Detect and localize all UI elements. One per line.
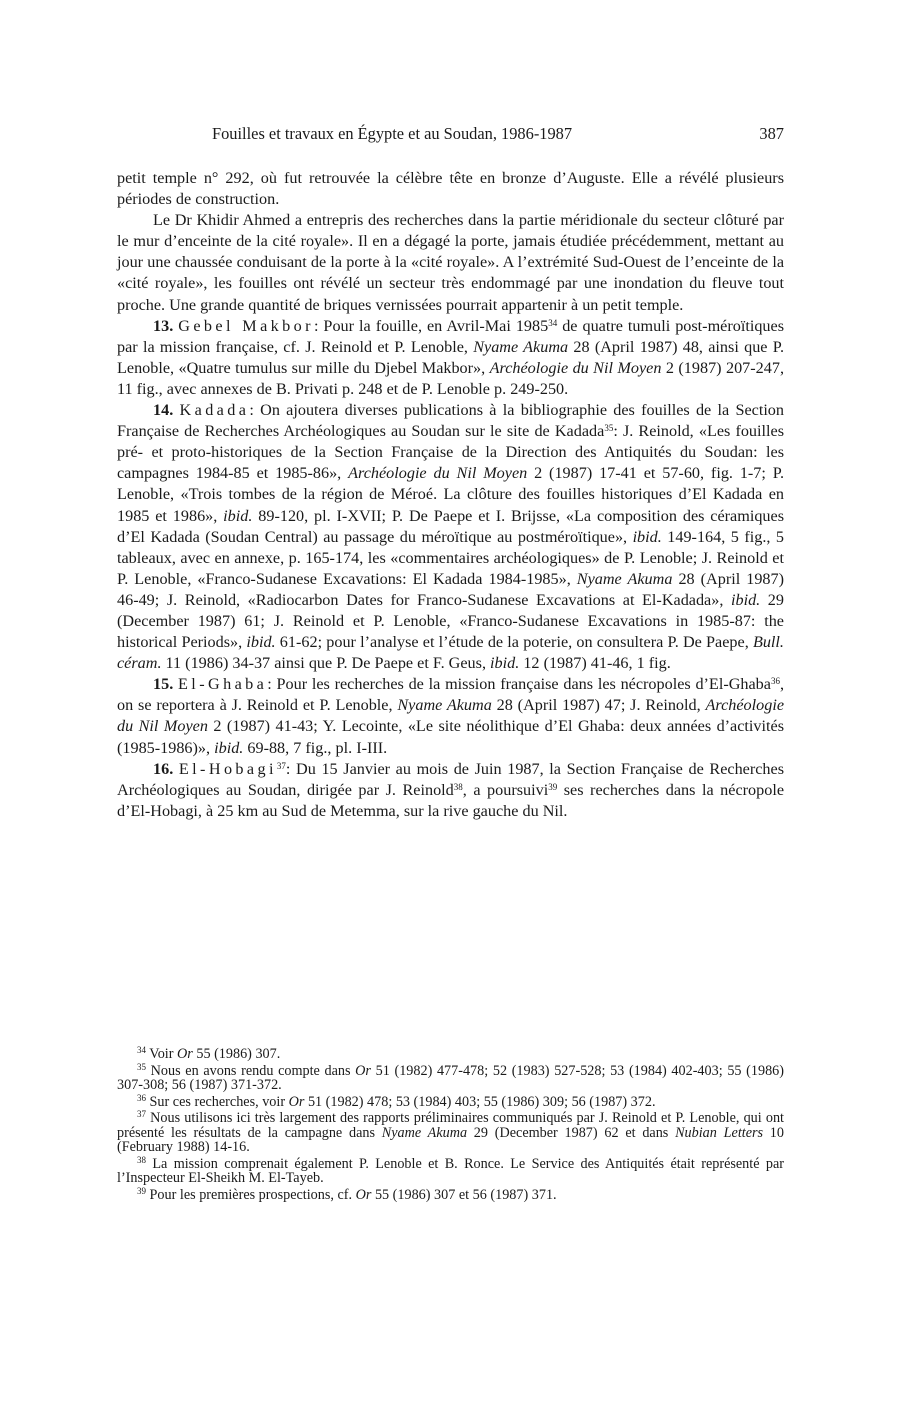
text-run: 10 (February 1988) 14-16. [117, 1124, 784, 1155]
text-run: Voir [146, 1046, 178, 1062]
text-run: : Du 15 Janvier au mois de Juin 1987, la Section Française de Recherches Archéologiques au Soudan, dirigée par J. Reinold [117, 759, 785, 799]
footnotes [117, 1047, 784, 1204]
site-name: El-Hobagi [178, 759, 277, 778]
text-run: de quatre tumuli post-méroïtiques par la mission française, cf. J. Reinold et P. Lenoble, [117, 316, 784, 356]
journal-title: Nyame Akuma [576, 569, 673, 588]
ibid-ref: ibid. [214, 738, 244, 757]
text-run: : J. Reinold, «Les fouilles pré- et proto-historiques de la Section Française de la Direction des Antiquités du Soudan: les campagnes 1984-85 et 1985-86», [117, 422, 785, 483]
ibid-ref: ibid. [490, 654, 520, 673]
text-run: Nous en avons rendu compte dans [146, 1062, 356, 1079]
text-run: 2 (1987) 207-247, 11 fig., avec annexes de B. Privati p. 248 et de P. Lenoble p. 249-250. [117, 358, 784, 398]
section-13-gebel-makbor [117, 316, 784, 400]
footnote-34 [117, 1047, 784, 1062]
text-run: 2 (1987) 41-43; Y. Lecointe, «Le site néolithique d’El Ghaba: deux années d’activités (1985-1986)», [117, 717, 784, 757]
section-number: 14. [153, 401, 174, 420]
footnote-number: 38 [137, 1154, 146, 1165]
text-run: 51 (1982) 478; 53 (1984) 403; 55 (1986) 309; 56 (1987) 372. [304, 1093, 656, 1110]
journal-title: Nubian Letters [675, 1124, 764, 1141]
footnote-number: 36 [137, 1092, 146, 1103]
ibid-ref: ibid. [730, 590, 761, 609]
text-run: 89-120, pl. I-XVII; P. De Paepe et I. Brijsse, «La composition des céramiques d’El Kadada (Soudan Central) au passage du méroïtique au postméroïtique», [117, 506, 784, 546]
journal-title: Or [355, 1186, 372, 1203]
footnote-number: 39 [137, 1185, 146, 1196]
text-run: : On ajoutera diverses publications à la bibliographie des fouilles de la Section Française de Recherches Archéologiques au Soudan sur le site de Kadada [117, 401, 784, 441]
footnote-ref[interactable]: 39 [548, 781, 558, 792]
journal-title: Nyame Akuma [473, 337, 569, 356]
text-run: 28 (April 1987) 46-49; J. Reinold, «Radiocarbon Dates for Franco-Sudanese Excavations at El-Kadada», [117, 569, 785, 609]
journal-title: Archéologie du Nil Moyen [489, 358, 662, 377]
section-14-kadada [117, 400, 784, 674]
text-run: 29 (December 1987) 61; J. Reinold et P. Lenoble, «Franco-Sudanese Excavations in 1985-87: the historical Periods», [117, 590, 784, 652]
ibid-ref: ibid. [246, 633, 276, 652]
ibid-ref: ibid. [632, 527, 662, 546]
footnote-37 [117, 1111, 784, 1155]
text-run: ses recherches dans la nécropole d’El-Hobagi, à 25 km au Sud de Metemma, sur la rive gauche du Nil. [117, 780, 784, 820]
text-run: 29 (December 1987) 62 et dans [467, 1124, 676, 1141]
ibid-ref: ibid. [223, 506, 253, 525]
footnote-ref[interactable]: 34 [548, 317, 558, 328]
paragraph-khidir-ahmed: Le Dr Khidir Ahmed a entrepris des recherches dans la partie méridionale du secteur clôturé par le mur d’enceinte de la cité royale». Il en a dégagé la porte, jamais étudiée précédemment, mettant au jour une chaussée conduisant de la porte à la «cité royale». A l’extrémité Sud-Ouest de l’enceinte de la «cité royale», les fouilles ont révélé un secteur très endommagé par une inondation du fleuve tout proche. Une grande quantité de briques vernissées pourrait appartenir à un petit temple. [117, 211, 784, 314]
footnote-ref[interactable]: 37 [276, 760, 286, 771]
footnote-number: 34 [137, 1045, 146, 1055]
section-16-el-hobagi [117, 759, 784, 822]
footnote-ref[interactable]: 35 [604, 423, 614, 434]
footnote-number: 35 [137, 1061, 146, 1072]
text-run: 2 (1987) 17-41 et 57-60, fig. 1-7; P. Lenoble, «Trois tombes de la région de Méroé. La clôture des fouilles historiques d’El Kadada en 1985 et 1986», [117, 464, 785, 525]
journal-title: Or [177, 1046, 193, 1062]
journal-title: Archéologie du Nil Moyen [348, 464, 528, 483]
text-run: 55 (1986) 307 et 56 (1987) 371. [371, 1186, 557, 1203]
text-run: , a poursuivi [462, 780, 549, 799]
text-run: Sur ces recherches, voir [146, 1093, 289, 1110]
text-run: 69-88, 7 fig., pl. I-III. [243, 738, 388, 757]
footnote-36 [117, 1092, 784, 1110]
section-number: 16. [153, 759, 174, 778]
text-run: 11 (1986) 34-37 ainsi que P. De Paepe et F. Geus, [161, 654, 491, 673]
footnote-35 [117, 1061, 785, 1093]
footnote-39 [117, 1185, 784, 1203]
journal-title: Nyame Akuma [397, 696, 492, 715]
text-run: 51 (1982) 477-478; 52 (1983) 527-528; 53 (1984) 402-403; 55 (1986) 307-308; 56 (1987) 371-372. [117, 1062, 785, 1093]
text-run: 149-164, 5 fig., 5 tableaux, avec en annexe, p. 165-174, les «commentaires archéologiques» de P. Lenoble; J. Reinold et P. Lenoble, «Franco-Sudanese Excavations: El Kadada 1984-1985», [117, 527, 784, 588]
running-header [117, 124, 784, 148]
section-number: 15. [153, 675, 174, 694]
footnote-38 [117, 1154, 784, 1186]
text-run: , on se reportera à J. Reinold et P. Lenoble, [117, 675, 785, 715]
body-text [117, 168, 784, 822]
footnote-ref[interactable]: 36 [770, 676, 780, 687]
footnote-number: 37 [137, 1109, 146, 1119]
site-name: Gebel Makbor [178, 316, 314, 335]
journal-title: Bull. céram. [117, 633, 784, 673]
text-run: La mission comprenait également P. Lenoble et B. Ronce. Le Service des Antiquités était représenté par l’Inspecteur El-Sheikh M. El-Tayeb. [117, 1155, 784, 1186]
text-run: 61-62; pour l’analyse et l’étude de la poterie, on consultera P. De Paepe, [275, 633, 753, 652]
text-run: Pour les premières prospections, cf. [146, 1186, 356, 1203]
text-run: Nous utilisons ici très largement des rapports préliminaires communiqués par J. Reinold et P. Lenoble, qui ont présenté les résultats de la campagne dans [117, 1110, 784, 1141]
footnote-ref[interactable]: 38 [453, 781, 463, 792]
text-run: 55 (1986) 307. [192, 1046, 281, 1062]
text-run: 28 (April 1987) 47; J. Reinold, [491, 696, 706, 715]
text-run: : Pour la fouille, en Avril-Mai 1985 [313, 316, 549, 335]
site-name: El-Ghaba [178, 675, 268, 694]
section-15-el-ghaba [117, 674, 784, 758]
site-name: Kadada [179, 401, 250, 420]
text-run: 12 (1987) 41-46, 1 fig. [519, 654, 671, 673]
journal-title: Or [288, 1093, 305, 1110]
journal-title: Nyame Akuma [381, 1124, 468, 1141]
page-number: 387 [759, 124, 784, 143]
text-run: 28 (April 1987) 48, ainsi que P. Lenoble, «Quatre tumulus sur mille du Djebel Makbor», [117, 337, 785, 377]
text-run: : Pour les recherches de la mission française dans les nécropoles d’El-Ghaba [267, 675, 771, 694]
paragraph-continuation: petit temple n° 292, où fut retrouvée la célèbre tête en bronze d’Auguste. Elle a révélé plusieurs périodes de construction. [117, 169, 784, 209]
section-number: 13. [153, 316, 174, 335]
running-title: Fouilles et travaux en Égypte et au Soudan, 1986-1987 [212, 124, 573, 143]
journal-title: Or [355, 1062, 371, 1079]
journal-title: Archéologie du Nil Moyen [117, 696, 785, 736]
